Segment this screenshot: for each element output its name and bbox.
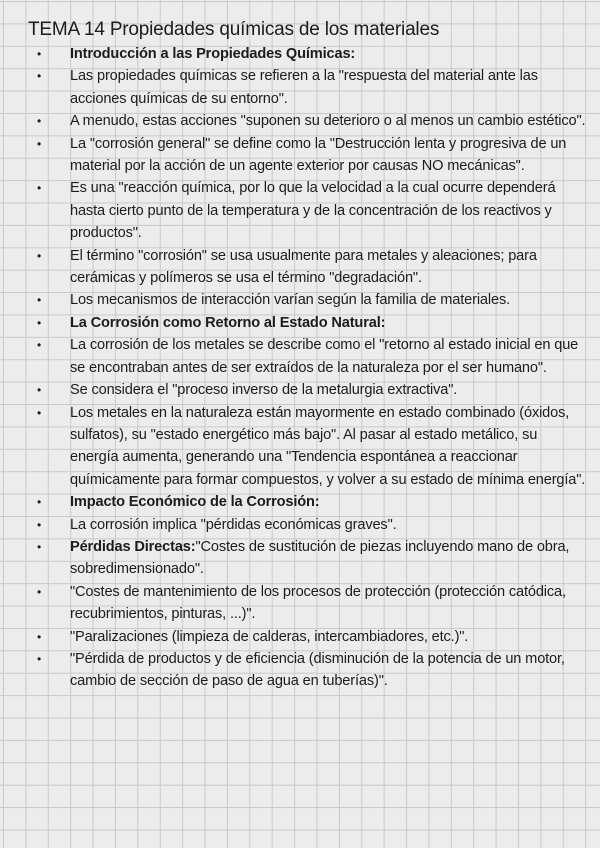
list-item bbox=[28, 245, 588, 290]
bullet-icon: • bbox=[37, 383, 42, 398]
list-item-text: Los mecanismos de interacción varían según la familia de materiales. bbox=[70, 292, 510, 309]
list-item-text: La corrosión implica "pérdidas económicas graves". bbox=[70, 516, 397, 533]
list-item bbox=[28, 514, 588, 536]
list-item bbox=[28, 626, 588, 648]
list-item bbox=[28, 177, 588, 244]
bullet-icon: • bbox=[37, 114, 42, 129]
bullet-icon: • bbox=[37, 69, 42, 84]
bullet-icon: • bbox=[37, 405, 42, 420]
page-title: TEMA 14 Propiedades químicas de los materiales bbox=[28, 19, 440, 40]
list-item bbox=[28, 133, 588, 178]
section-heading: Impacto Económico de la Corrosión: bbox=[70, 494, 320, 511]
list-item-text: "Pérdida de productos y de eficiencia (disminución de la potencia de un motor, cambio de sección de paso de agua en tuberías)". bbox=[70, 650, 565, 690]
bullet-icon: • bbox=[37, 584, 42, 599]
list-item-heading bbox=[28, 312, 588, 334]
notes-list bbox=[28, 43, 588, 693]
bullet-icon: • bbox=[37, 495, 42, 510]
bullet-icon: • bbox=[37, 47, 42, 61]
list-item-text: Los metales en la naturaleza están mayormente en estado combinado (óxidos, sulfatos), su "estado energético más bajo". Al pasar al estado metálico, su energía aumenta, generando una "Tendencia espontánea a reaccionar químicamente para formar compuestos, y volver a su estado de mínima energía". bbox=[70, 404, 586, 488]
list-item-text: La "corrosión general" se define como la "Destrucción lenta y progresiva de un material por la acción de un agente exterior por causas NO mecánicas". bbox=[70, 135, 567, 175]
list-item bbox=[28, 110, 588, 132]
bullet-icon: • bbox=[37, 539, 42, 554]
list-item bbox=[28, 648, 588, 693]
list-item bbox=[28, 379, 588, 401]
list-item bbox=[28, 65, 588, 110]
list-item-heading bbox=[28, 491, 588, 513]
bullet-icon: • bbox=[37, 651, 42, 666]
list-item bbox=[28, 581, 588, 626]
bullet-icon: • bbox=[37, 629, 42, 644]
list-item bbox=[28, 289, 588, 311]
list-item-text: Las propiedades químicas se refieren a la "respuesta del material ante las acciones químicas de su entorno". bbox=[70, 68, 538, 107]
list-item-text: Es una "reacción química, por lo que la velocidad a la cual ocurre dependerá hasta cierto punto de la temperatura y de la concentración de los reactivos y productos". bbox=[70, 180, 556, 242]
bullet-icon: • bbox=[37, 338, 42, 353]
list-item-text: El término "corrosión" se usa usualmente para metales y aleaciones; para cerámicas y polímeros se usa el término "degradación". bbox=[70, 247, 537, 287]
list-item-text: Se considera el "proceso inverso de la metalurgia extractiva". bbox=[70, 382, 458, 399]
bullet-icon: • bbox=[37, 293, 42, 308]
list-item bbox=[28, 402, 588, 492]
list-item-heading bbox=[28, 43, 588, 65]
section-heading: Introducción a las Propiedades Químicas: bbox=[70, 46, 356, 62]
list-item-label: Pérdidas Directas: bbox=[70, 538, 196, 555]
section-heading: La Corrosión como Retorno al Estado Natural: bbox=[70, 314, 386, 331]
bullet-icon: • bbox=[37, 248, 42, 263]
list-item bbox=[28, 536, 588, 581]
list-item-text: "Paralizaciones (limpieza de calderas, intercambiadores, etc.)". bbox=[70, 628, 469, 645]
document-page bbox=[28, 17, 588, 693]
bullet-icon: • bbox=[37, 181, 42, 196]
list-item-text: A menudo, estas acciones "suponen su deterioro o al menos un cambio estético". bbox=[70, 113, 586, 130]
list-item-text: "Costes de mantenimiento de los procesos de protección (protección catódica, recubrimientos, pinturas, ...)". bbox=[70, 583, 566, 623]
bullet-icon: • bbox=[37, 517, 42, 532]
list-item-text: "Costes de sustitución de piezas incluyendo mano de obra, sobredimensionado". bbox=[70, 538, 570, 578]
bullet-icon: • bbox=[37, 315, 42, 330]
bullet-icon: • bbox=[37, 136, 42, 151]
list-item-text: La corrosión de los metales se describe como el "retorno al estado inicial en que se encontraban antes de ser extraídos de la naturaleza por el ser humano". bbox=[70, 337, 579, 376]
list-item bbox=[28, 334, 588, 379]
